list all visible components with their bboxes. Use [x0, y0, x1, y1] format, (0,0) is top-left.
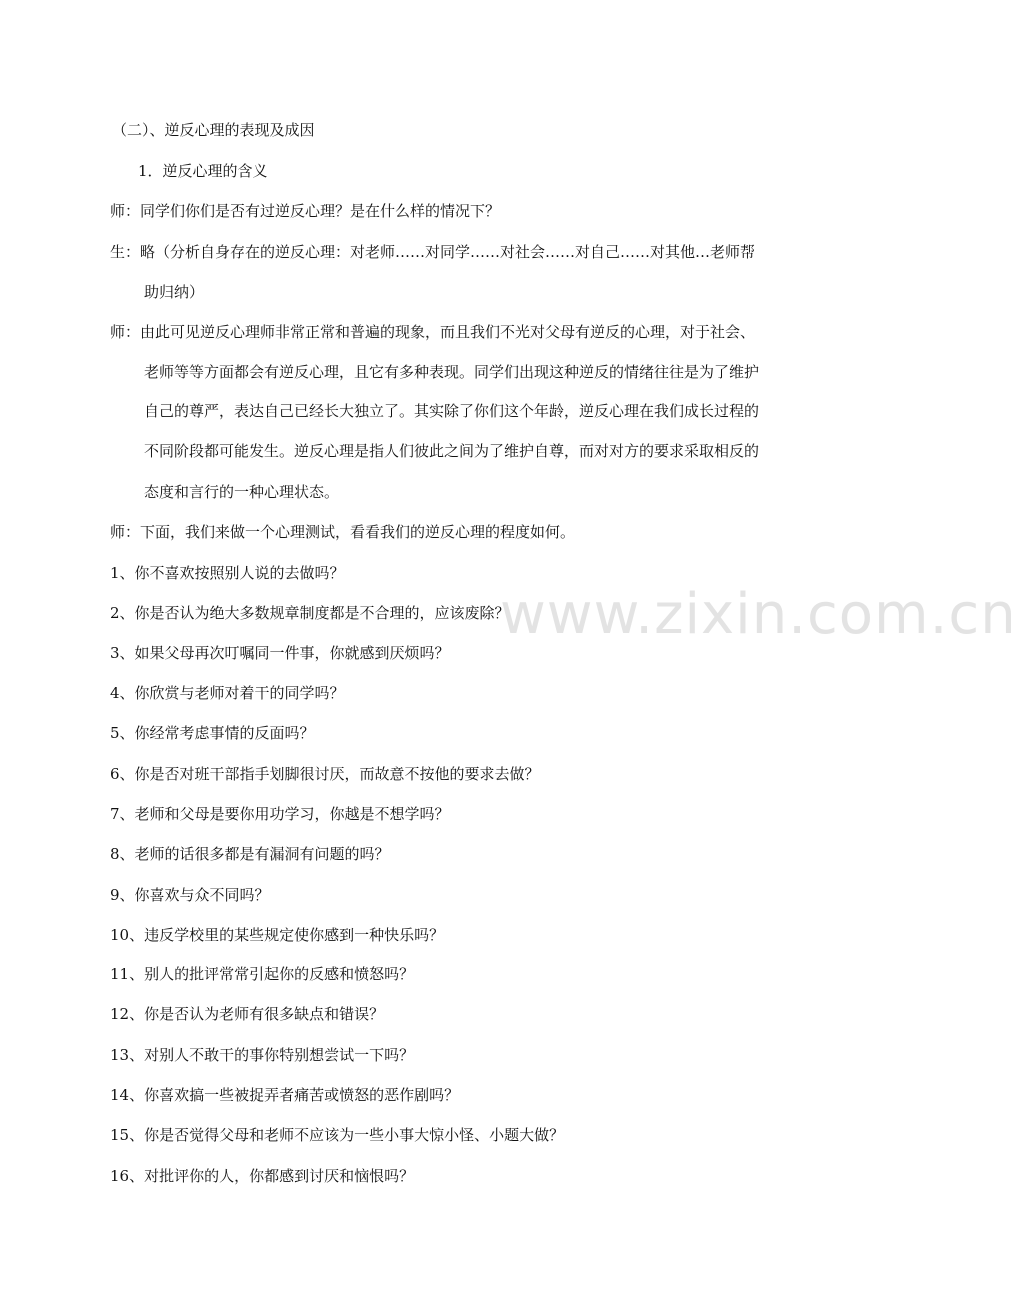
subheading: 1．逆反心理的含义 [138, 162, 268, 180]
dialogue-line: 助归纳） [144, 283, 205, 301]
question-item: 12、你是否认为老师有很多缺点和错误？ [110, 1005, 385, 1023]
question-item: 8、老师的话很多都是有漏洞有问题的吗？ [110, 845, 390, 863]
question-item: 11、别人的批评常常引起你的反感和愤怒吗？ [110, 965, 415, 983]
question-item: 16、对批评你的人，你都感到讨厌和恼恨吗？ [110, 1167, 415, 1185]
dialogue-line: 不同阶段都可能发生。逆反心理是指人们彼此之间为了维护自尊，而对对方的要求采取相反的 [144, 442, 760, 460]
section-heading: （二）、逆反心理的表现及成因 [112, 121, 315, 139]
dialogue-line: 师：同学们你们是否有过逆反心理？是在什么样的情况下？ [110, 202, 501, 220]
question-item: 3、如果父母再次叮嘱同一件事，你就感到厌烦吗？ [110, 644, 450, 662]
question-item: 7、老师和父母是要你用功学习，你越是不想学吗？ [110, 805, 450, 823]
question-item: 4、你欣赏与老师对着干的同学吗？ [110, 684, 345, 702]
dialogue-line: 自己的尊严，表达自己已经长大独立了。其实除了你们这个年龄，逆反心理在我们成长过程的 [144, 402, 760, 420]
dialogue-line: 师：下面，我们来做一个心理测试，看看我们的逆反心理的程度如何。 [110, 523, 576, 541]
dialogue-line: 老师等等方面都会有逆反心理，且它有多种表现。同学们出现这种逆反的情绪往往是为了维护 [144, 363, 760, 381]
question-item: 9、你喜欢与众不同吗？ [110, 886, 270, 904]
question-item: 6、你是否对班干部指手划脚很讨厌，而故意不按他的要求去做？ [110, 765, 540, 783]
question-item: 10、违反学校里的某些规定使你感到一种快乐吗？ [110, 926, 445, 944]
dialogue-line: 态度和言行的一种心理状态。 [144, 483, 340, 501]
question-item: 2、你是否认为绝大多数规章制度都是不合理的，应该废除？ [110, 604, 510, 622]
question-item: 5、你经常考虑事情的反面吗？ [110, 724, 315, 742]
question-item: 13、对别人不敢干的事你特别想尝试一下吗？ [110, 1046, 415, 1064]
question-item: 14、你喜欢搞一些被捉弄者痛苦或愤怒的恶作剧吗？ [110, 1086, 460, 1104]
question-item: 1、你不喜欢按照别人说的去做吗？ [110, 564, 345, 582]
watermark: www.zixin.com.cn [500, 582, 1017, 647]
question-item: 15、你是否觉得父母和老师不应该为一些小事大惊小怪、小题大做？ [110, 1126, 565, 1144]
dialogue-line: 师：由此可见逆反心理师非常正常和普遍的现象，而且我们不光对父母有逆反的心理，对于社会、 [110, 323, 756, 341]
dialogue-line: 生：略（分析自身存在的逆反心理：对老师……对同学……对社会……对自己……对其他…老师帮 [110, 243, 756, 261]
